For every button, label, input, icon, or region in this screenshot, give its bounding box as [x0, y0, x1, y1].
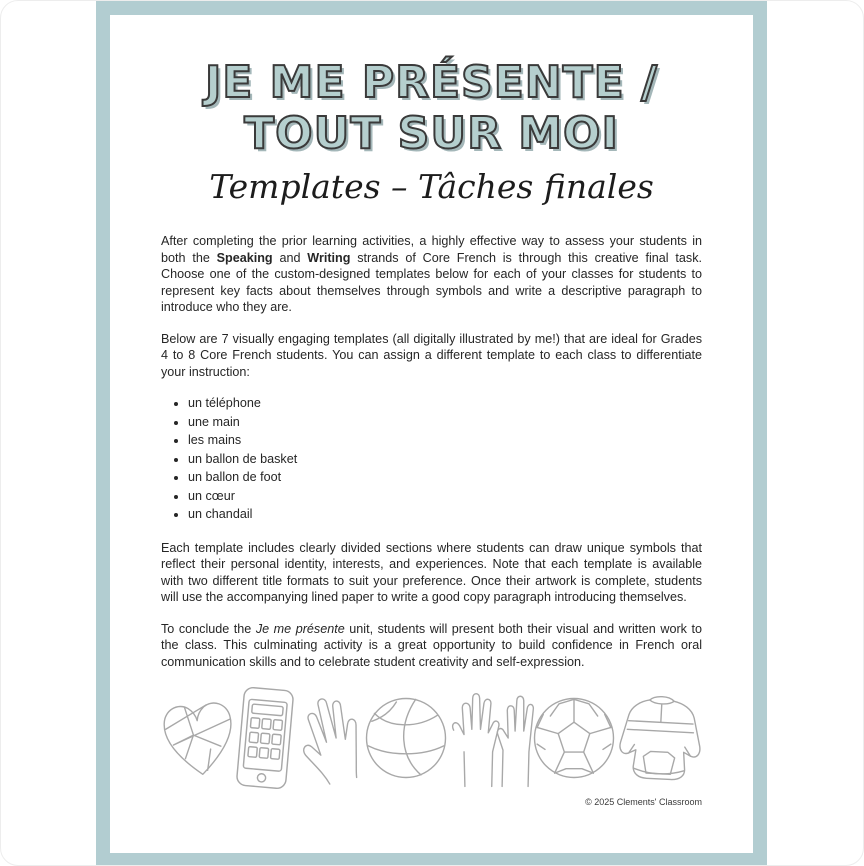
copyright-footer: © 2025 Clements' Classroom — [585, 797, 702, 808]
conclusion-text: To conclude the — [161, 621, 256, 636]
page-frame — [96, 1, 767, 866]
intro-paragraph — [161, 233, 702, 315]
unit-name: Je me présente — [255, 621, 345, 636]
page-subtitle: Templates – Tâches finales — [209, 167, 654, 207]
soccer-ball-icon — [531, 695, 617, 781]
list-item: • un ballon de basket — [188, 451, 702, 467]
page-title-line-2: TOUT SUR MOI — [244, 108, 619, 160]
sections-paragraph: Each template includes clearly divided sections where students can draw unique symbols that reflect their personal identity, interests, and experiences. Note that each template is available with two different title formats to suit your preference. Once their artwork is complete, students will use the accompanying lined paper to write a good copy paragraph introducing themselves. — [161, 540, 702, 605]
heart-icon — [155, 689, 244, 787]
list-item: • les mains — [188, 432, 702, 448]
body-content — [161, 233, 702, 808]
conclusion-text: unit, students will present both their visual and written work to the class. This culminating activity is a great opportunity to build confidence in French oral communication skills and to celebrate student creativity and self-expression. — [161, 621, 702, 669]
conclusion-paragraph — [161, 621, 702, 670]
intro-text: After completing the prior learning activities, a highly effective way to assess your students in both the — [161, 234, 702, 265]
raised-hands-icon — [445, 687, 535, 789]
writing-strand-label: Writing — [307, 250, 351, 265]
sweater-icon — [610, 685, 709, 792]
illustrations-row — [161, 685, 702, 791]
list-item: • un ballon de foot — [188, 469, 702, 485]
template-list — [161, 395, 702, 522]
list-item: • un chandail — [188, 506, 702, 522]
document-page — [110, 15, 753, 853]
page-title-line-1: JE ME PRÉSENTE / — [204, 57, 659, 108]
speaking-strand-label: Speaking — [216, 250, 273, 265]
page-title — [161, 57, 702, 159]
list-item: • un téléphone — [188, 395, 702, 411]
list-item: • une main — [188, 414, 702, 430]
list-item: • un cœur — [188, 488, 702, 504]
intro-text: and — [272, 250, 308, 265]
intro-text: strands of Core French is through this creative final task. Choose one of the custom-designed templates below for each of your classes for students to represent key facts about themselves through symbols and write a descriptive paragraph to introduce who they are. — [161, 250, 702, 315]
templates-paragraph: Below are 7 visually engaging templates (all digitally illustrated by me!) that are ideal for Grades 4 to 8 Core French students. You can assign a different template to each class to differentiate your instruction: — [161, 331, 702, 379]
